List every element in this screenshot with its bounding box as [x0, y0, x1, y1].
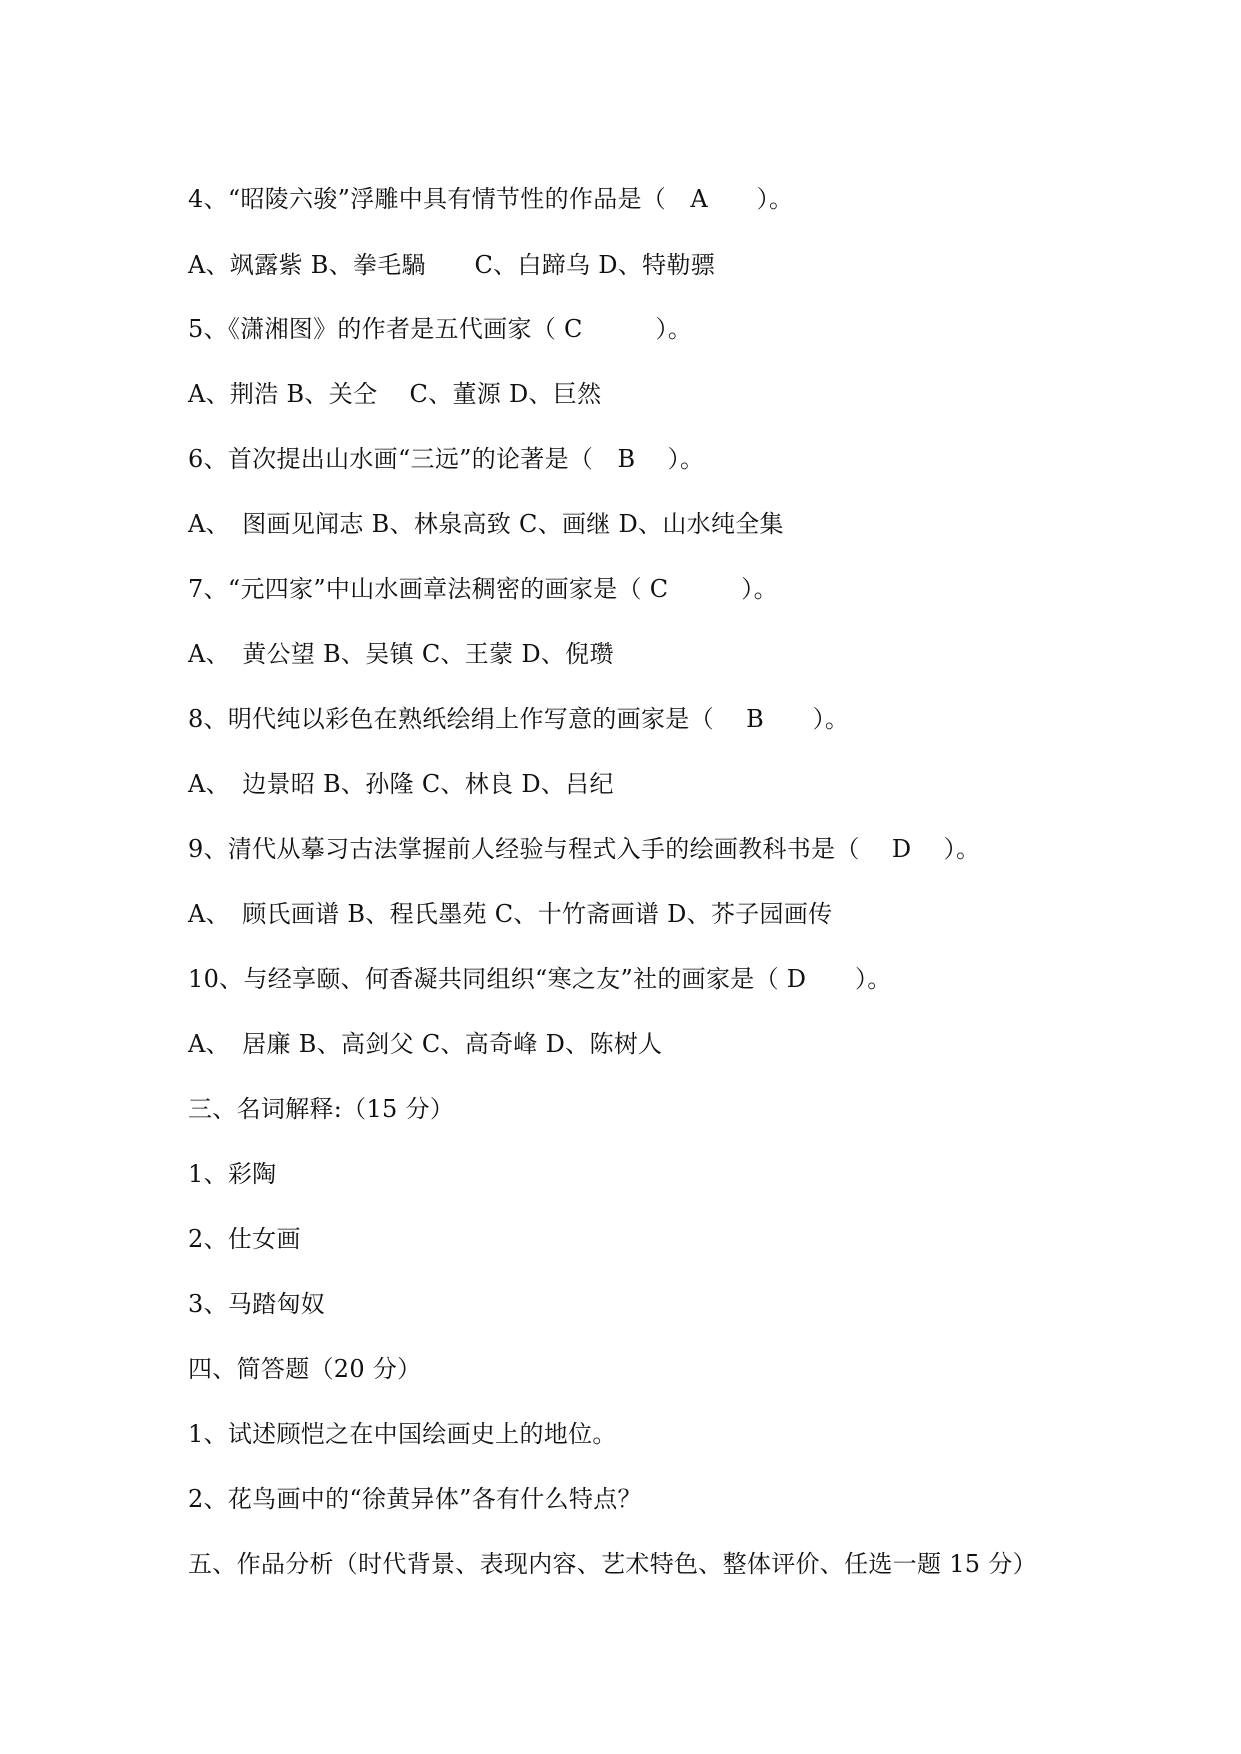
question-7-options: A、 黄公望 B、吴镇 C、王蒙 D、倪瓒 [188, 640, 614, 668]
question-4-options: A、飒露紫 B、拳毛騧 C、白蹄乌 D、特勒骠 [188, 251, 716, 279]
short-answer-item-2: 2、花鸟画中的“徐黄异体”各有什么特点？ [188, 1485, 642, 1513]
term-item-2: 2、仕女画 [188, 1225, 301, 1253]
short-answer-item-1: 1、试述顾恺之在中国绘画史上的地位。 [188, 1420, 617, 1448]
question-6-options: A、 图画见闻志 B、林泉高致 C、画继 D、山水纯全集 [188, 510, 784, 538]
question-4: 4、“昭陵六骏”浮雕中具有情节性的作品是（ A ）。 [188, 185, 794, 213]
section-heading-short-answer: 四、简答题（20 分） [188, 1355, 422, 1383]
question-9-options: A、 顾氏画谱 B、程氏墨苑 C、十竹斋画谱 D、芥子园画传 [188, 900, 833, 928]
term-item-1: 1、彩陶 [188, 1160, 277, 1188]
section-heading-terms: 三、名词解释:（15 分） [188, 1095, 455, 1123]
term-item-3: 3、马踏匈奴 [188, 1290, 326, 1318]
question-10: 10、与经享颐、何香凝共同组织“寒之友”社的画家是（ D ）。 [188, 965, 892, 993]
question-5-options: A、荆浩 B、关仝 C、董源 D、巨然 [188, 380, 602, 408]
section-heading-analysis: 五、作品分析（时代背景、表现内容、艺术特色、整体评价、任选一题 15 分） [188, 1550, 1037, 1578]
question-7: 7、“元四家”中山水画章法稠密的画家是（ C ）。 [188, 575, 778, 603]
question-5: 5、《潇湘图》的作者是五代画家（ C ）。 [188, 315, 693, 343]
question-6: 6、首次提出山水画“三远”的论著是（ B ）。 [188, 445, 705, 473]
question-10-options: A、 居廉 B、高剑父 C、高奇峰 D、陈树人 [188, 1030, 663, 1058]
question-8: 8、明代纯以彩色在熟纸绘绢上作写意的画家是（ B ）。 [188, 705, 850, 733]
question-9: 9、清代从摹习古法掌握前人经验与程式入手的绘画教科书是（ D ）。 [188, 835, 981, 863]
question-8-options: A、 边景昭 B、孙隆 C、林良 D、吕纪 [188, 770, 614, 798]
